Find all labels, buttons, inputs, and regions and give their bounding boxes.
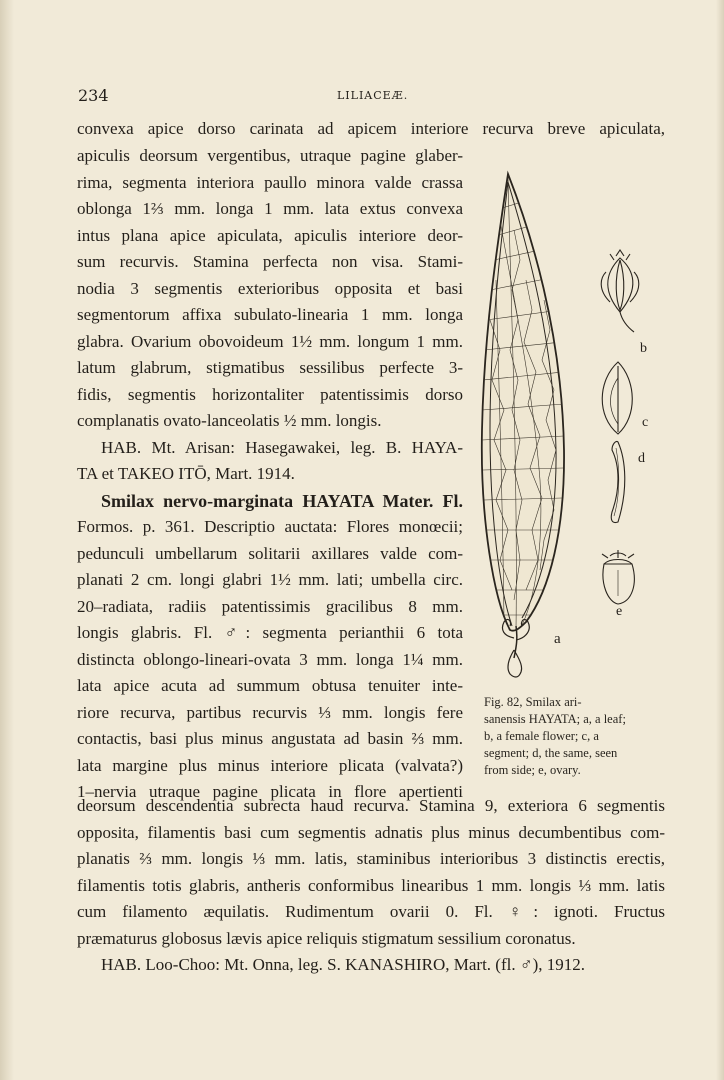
- text-line: riore recurva, partibus recurvis ⅓ mm. longis fere: [77, 702, 463, 722]
- text-line: fidis, segmentis horizontaliter patentissimis dorso: [77, 384, 463, 404]
- caption-line: sanensis HAYATA; a, a leaf;: [484, 712, 626, 726]
- caption-line: from side; e, ovary.: [484, 763, 581, 777]
- leaf-illustration: [470, 160, 670, 700]
- caption-line: Fig. 82, Smilax ari-: [484, 695, 582, 709]
- habitat-line: HAB. Loo-Choo: Mt. Onna, leg. S. KANASHIRO, Mart. (fl. ♂), 1912.: [101, 955, 586, 974]
- label-e: e: [616, 604, 623, 619]
- flower-drawing: [601, 250, 639, 332]
- habitat-line: HAB. Mt. Arisan: Hasegawakei, leg. B. HAYA-: [101, 437, 463, 457]
- text-line: distincta oblongo-lineari-ovata 3 mm. longa 1¼ mm.: [77, 649, 463, 669]
- text-line: segmentorum affixa subulato-linearia 1 mm. longa: [77, 305, 463, 324]
- label-a: a: [554, 631, 561, 647]
- text-line: nodia 3 segmentis exterioribus opposita et basi: [77, 278, 463, 298]
- text-top: [77, 116, 665, 143]
- text-line: TA et TAKEO ITŌ, Mart. 1914.: [77, 464, 295, 483]
- page-number: 234: [78, 86, 109, 105]
- botanical-figure: [470, 160, 670, 700]
- text-line: contactis, basi plus minus angustata ad basin ⅔ mm.: [77, 729, 463, 748]
- text-line: Formos. p. 361. Descriptio auctata: Flores monœcii;: [77, 517, 463, 536]
- segment-drawing: [602, 362, 632, 434]
- text-line: lata margine plus minus interiore plicata (valvata?): [77, 755, 463, 775]
- text-line: longis glabris. Fl. ♂: segmenta perianthii 6 tota: [77, 623, 463, 642]
- text-line: sum recurvis. Stamina perfecta non visa. Stami-: [77, 252, 463, 271]
- text-line: lata apice acuta ad summum obtusa tenuiter inte-: [77, 676, 463, 695]
- label-d: d: [638, 451, 645, 466]
- label-b: b: [640, 341, 647, 356]
- text-line: intus plana apice apiculata, apiculis interiore deor-: [77, 225, 463, 245]
- text-line: cum filamento æquilatis. Rudimentum ovarii 0. Fl. ♀: ignoti. Fructus: [77, 902, 665, 921]
- leaf-outline: [482, 174, 564, 631]
- text-line: opposita, filamentis basi cum segmentis adnatis plus minus decumbentibus com-: [77, 822, 665, 842]
- left-column-text: [77, 143, 463, 806]
- segment-side-drawing: [611, 441, 625, 522]
- caption-line: segment; d, the same, seen: [484, 746, 618, 760]
- label-c: c: [642, 415, 649, 430]
- text-line: oblonga 1⅔ mm. longa 1 mm. lata extus convexa: [77, 199, 463, 218]
- text-line: deorsum descendentia subrecta haud recurva. Stamina 9, exteriora 6 segmentis: [77, 796, 665, 815]
- book-spine-shadow: [0, 0, 14, 1080]
- text-line: planatis ⅔ mm. longis ⅓ mm. latis, staminibus interioribus 3 distinctis erectis,: [77, 849, 665, 868]
- text-line: planati 2 cm. longi glabri 1½ mm. lati; umbella circ.: [77, 570, 463, 589]
- text-line: rima, segmenta interiora paullo minora valde crassa: [77, 172, 463, 192]
- text-bottom: [77, 793, 665, 979]
- text-line: 20–radiata, radiis patentissimis gracilibus 8 mm.: [77, 596, 463, 616]
- text-line: pedunculi umbellarum solitarii axillares valde com-: [77, 543, 463, 563]
- text-line: 1–nervia utraque pagine plicata in flore apertienti: [77, 782, 463, 801]
- running-title: LILIACEÆ.: [337, 89, 409, 102]
- page-edge-shadow: [716, 0, 724, 1080]
- text-line: præmaturus globosus lævis apice reliquis stigmatum sessilium coronatus.: [77, 928, 576, 948]
- text-line: convexa apice dorso carinata ad apicem interiore recurva breve apiculata,: [77, 119, 665, 138]
- ovary-drawing: [602, 550, 634, 604]
- text-line: glabra. Ovarium obovoideum 1½ mm. longum 1 mm.: [77, 331, 463, 351]
- text-line: complanatis ovato-lanceolatis ½ mm. longis.: [77, 411, 382, 430]
- species-heading: Smilax nervo-marginata HAYATA Mater. Fl.: [101, 490, 463, 511]
- figure-caption: [484, 694, 664, 779]
- text-line: latum glabrum, stigmatibus sessilibus perfecte 3-: [77, 358, 463, 377]
- text-line: apiculis deorsum vergentibus, utraque pagine glaber-: [77, 146, 463, 165]
- caption-line: b, a female flower; c, a: [484, 729, 599, 743]
- text-line: filamentis totis glabris, antheris conformibus linearibus 1 mm. longis ⅓ mm. latis: [77, 875, 665, 895]
